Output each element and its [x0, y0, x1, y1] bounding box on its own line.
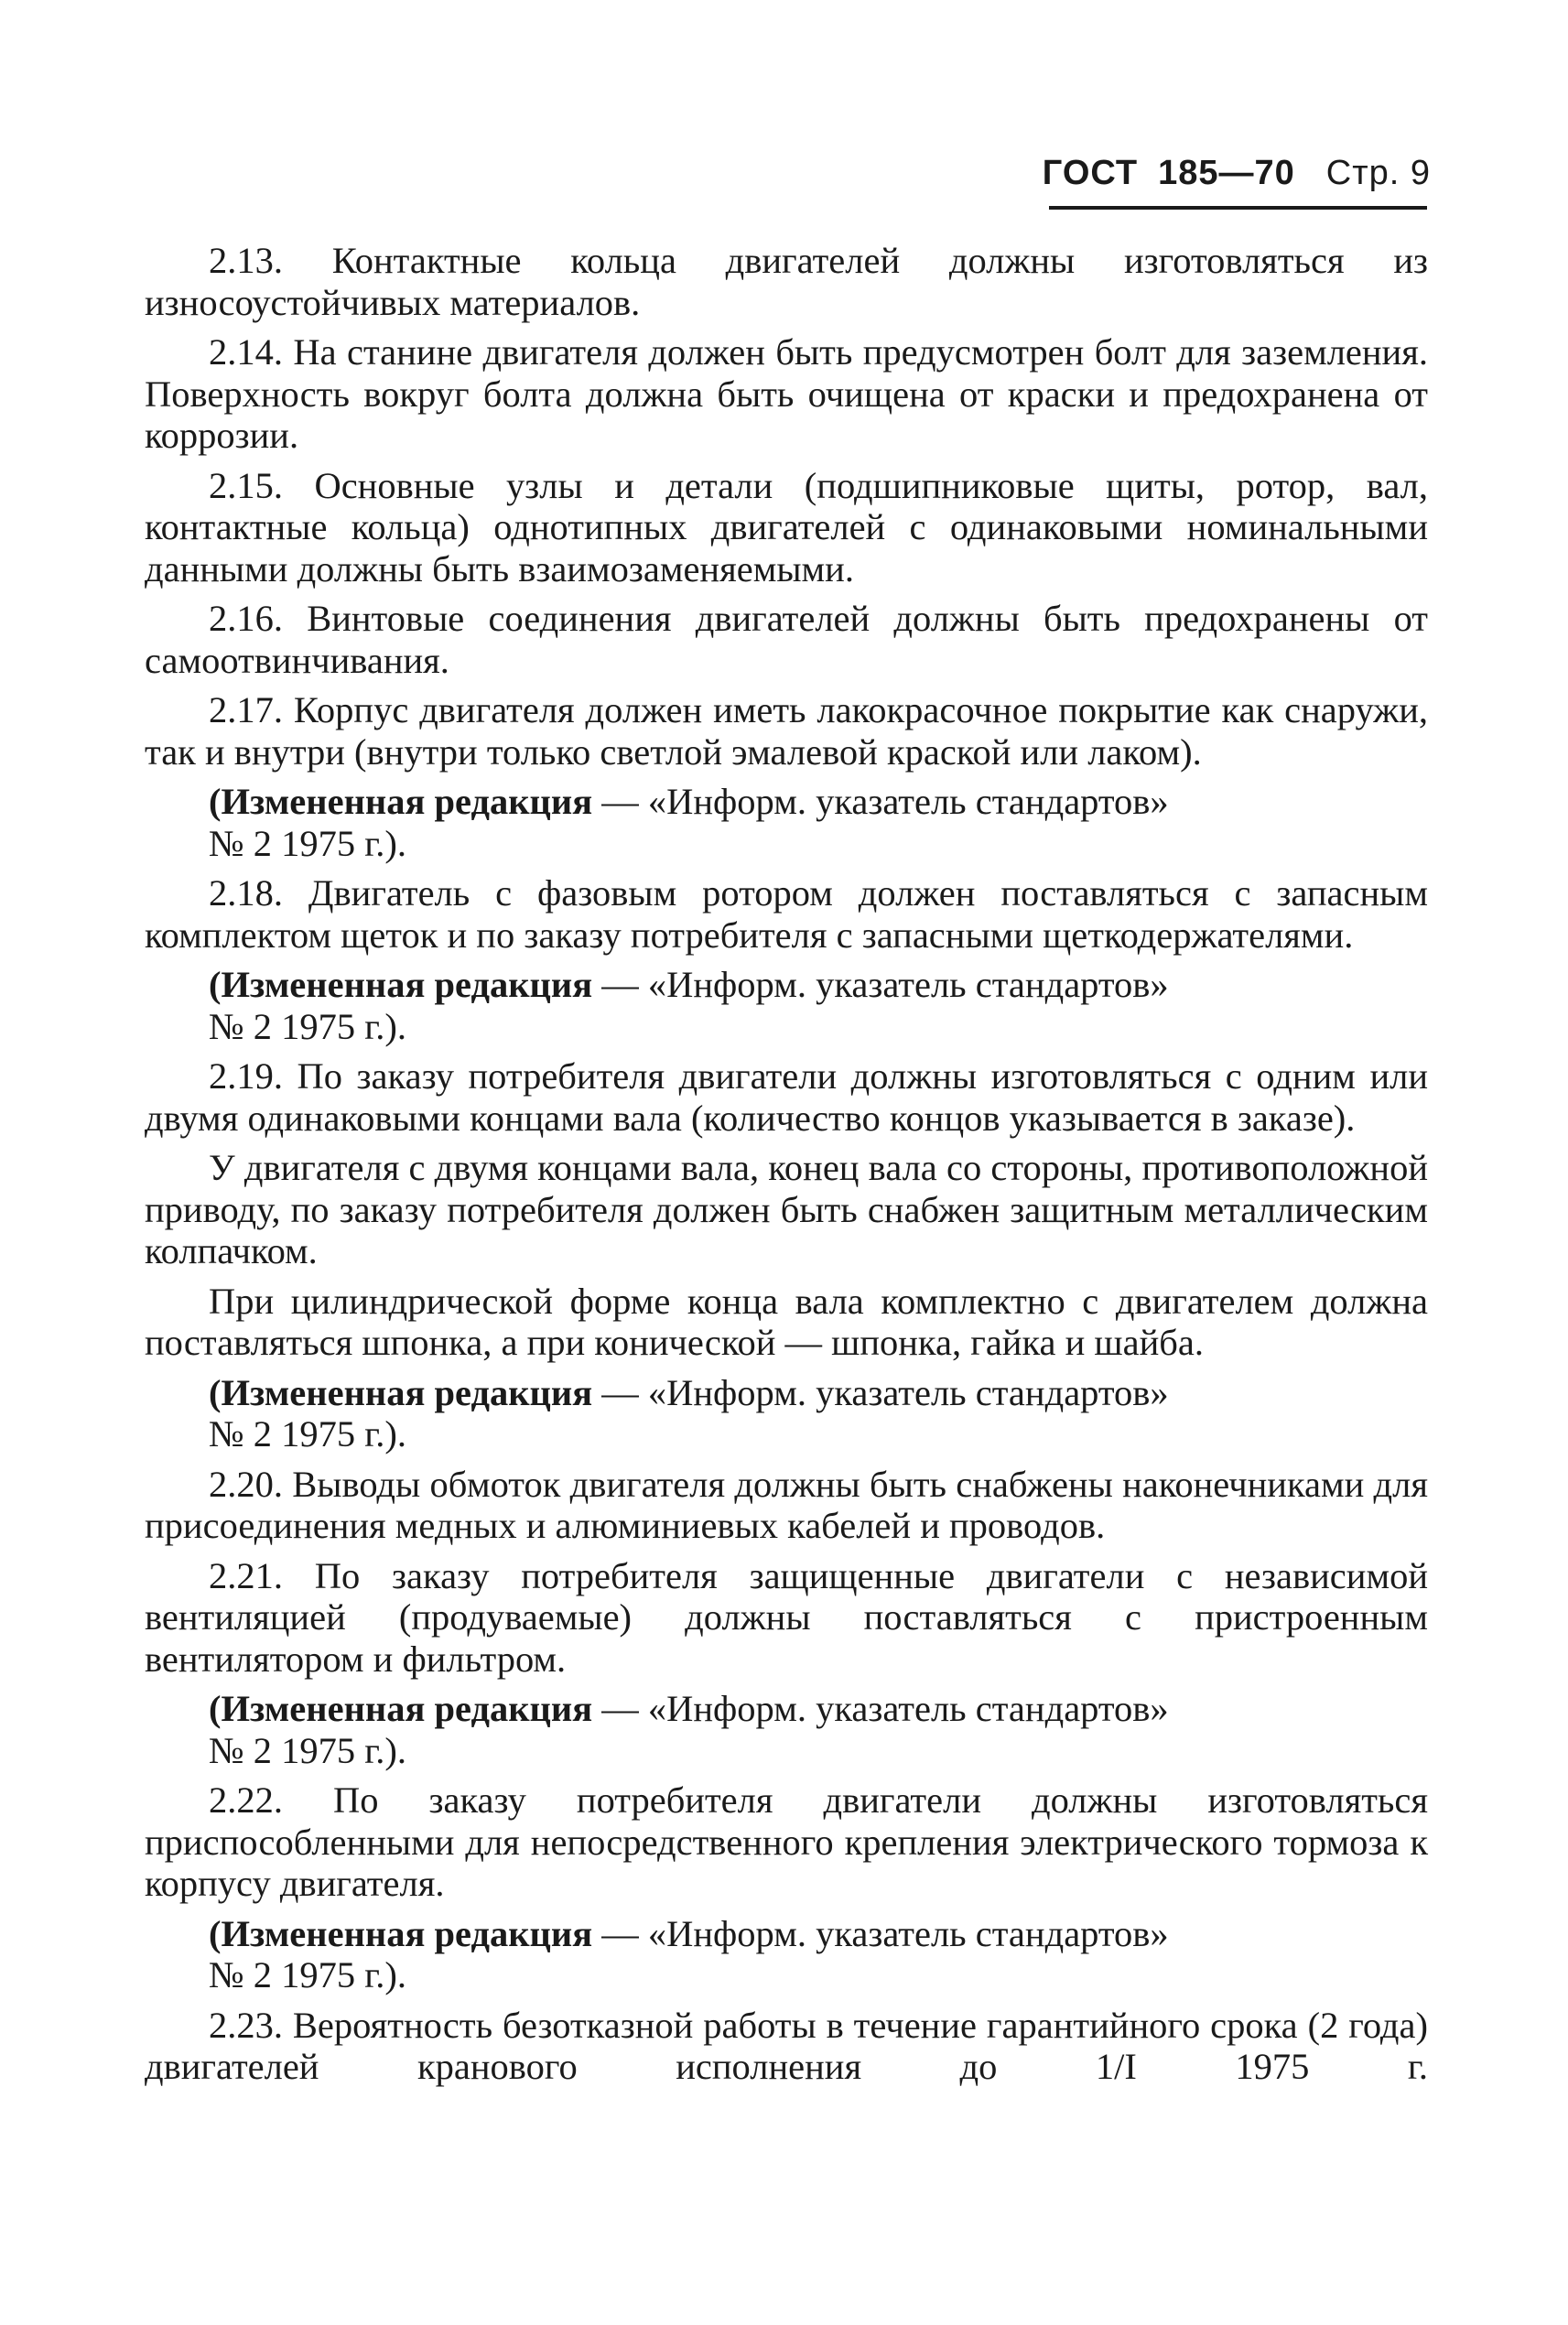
amendment-date: № 2 1975 г.). [209, 1729, 407, 1771]
paragraph-2-19-key: При цилиндрической форме конца вала комплектно с двигателем должна поставляться шпонка, а при конической — шпонка, гайка и шайба. [145, 1280, 1428, 1363]
amendment-note [145, 781, 1428, 864]
paragraph-2-23: 2.23. Вероятность безотказной работы в течение гарантийного срока (2 года) двигателей кранового исполнения до 1/I 1975 г. [145, 2004, 1428, 2087]
amendment-date: № 2 1975 г.). [209, 1413, 407, 1454]
paragraph-2-20: 2.20. Выводы обмоток двигателя должны быть снабжены наконечниками для присоединения медных и алюминиевых кабелей и проводов. [145, 1463, 1428, 1546]
paragraph-2-15: 2.15. Основные узлы и детали (подшипниковые щиты, ротор, вал, контактные кольца) однотипных двигателей с одинаковыми номинальными данными должны быть взаимозаменяемыми. [145, 464, 1428, 589]
amendment-date: № 2 1975 г.). [209, 822, 407, 864]
amendment-source: — «Информ. указатель стандартов» [601, 964, 1169, 1005]
standard-label: ГОСТ [1042, 154, 1139, 192]
amendment-note [145, 1913, 1428, 1996]
amendment-note [145, 964, 1428, 1047]
amendment-title: (Измененная редакция [209, 781, 593, 822]
page-header [1043, 154, 1431, 193]
paragraph-2-16: 2.16. Винтовые соединения двигателей должны быть предохранены от самоотвинчивания. [145, 598, 1428, 681]
paragraph-2-18: 2.18. Двигатель с фазовым ротором должен поставляться с запасным комплектом щеток и по заказу потребителя с запасными щеткодержателями. [145, 872, 1428, 956]
amendment-source: — «Информ. указатель стандартов» [601, 1688, 1169, 1729]
paragraph-2-19-shaft-cap: У двигателя с двумя концами вала, конец вала со стороны, противоположной приводу, по заказу потребителя должен быть снабжен защитным металлическим колпачком. [145, 1147, 1428, 1271]
paragraph-2-19: 2.19. По заказу потребителя двигатели должны изготовляться с одним или двумя одинаковыми концами вала (количество концов указывается в заказе). [145, 1055, 1428, 1139]
paragraph-2-21: 2.21. По заказу потребителя защищенные двигатели с независимой вентиляцией (продуваемые) должны поставляться с пристроенным вентилятором и фильтром. [145, 1554, 1428, 1680]
amendment-note [145, 1372, 1428, 1455]
document-body [145, 240, 1428, 2096]
amendment-title: (Измененная редакция [209, 1688, 593, 1729]
amendment-source: — «Информ. указатель стандартов» [601, 781, 1169, 822]
amendment-source: — «Информ. указатель стандартов» [601, 1912, 1169, 1954]
amendment-date: № 2 1975 г.). [209, 1954, 407, 1995]
amendment-source: — «Информ. указатель стандартов» [601, 1371, 1169, 1413]
standard-number: 185—70 [1158, 154, 1295, 192]
amendment-note [145, 1688, 1428, 1771]
amendment-title: (Измененная редакция [209, 1912, 593, 1954]
paragraph-2-17: 2.17. Корпус двигателя должен иметь лакокрасочное покрытие как снаружи, так и внутри (внутри только светлой эмалевой краской или лаком). [145, 689, 1428, 773]
amendment-date: № 2 1975 г.). [209, 1005, 407, 1047]
paragraph-2-13: 2.13. Контактные кольца двигателей должны изготовляться из износоустойчивых материалов. [145, 240, 1428, 323]
paragraph-2-14: 2.14. На станине двигателя должен быть предусмотрен болт для заземления. Поверхность вокруг болта должна быть очищена от краски и предохранена от коррозии. [145, 331, 1428, 456]
amendment-title: (Измененная редакция [209, 964, 593, 1005]
header-rule [1049, 206, 1427, 210]
page-number: Стр. 9 [1325, 154, 1431, 192]
amendment-title: (Измененная редакция [209, 1371, 593, 1413]
paragraph-2-22: 2.22. По заказу потребителя двигатели должны изготовляться приспособленными для непосредственного крепления электрического тормоза к корпусу двигателя. [145, 1779, 1428, 1904]
